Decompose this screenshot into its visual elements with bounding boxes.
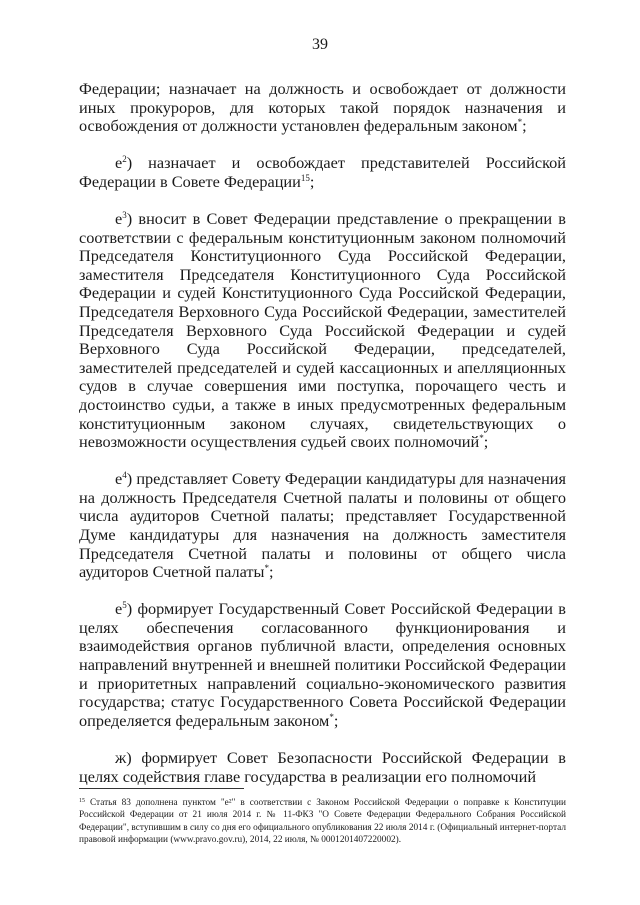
item-index: 4 [122, 470, 127, 481]
note-marker: * [264, 563, 269, 574]
page-number: 39 [312, 36, 328, 53]
paragraph-tail: ; [309, 171, 315, 191]
note-marker: * [479, 433, 484, 444]
paragraph-text: ) вносит в Совет Федерации представление о прекращении в соответствии с федеральным конституционным законом полномочий Председателя Конституционного Суда Российской Федерации, заместителя Председателя Конституционного Суда Российской Федерации и судей Конституционного Суда Российской Федерации, Председателя Верховного Суда Российской Федерации, заместителей Председателя Верховного Суда Российской Федерации и судей Верховного Суда Российской Федерации, председателей, заместителей председателей и судей кассационных и апелляционных судов в случае совершения ими поступка, порочащего честь и достоинство судьи, а также в иных предусмотренных федеральным конституционным законом случаях, свидетельствующих о невозможности осуществления судьей своих полномочий [79, 208, 566, 452]
paragraph-e5 [79, 600, 566, 730]
paragraph-text: ) формирует Государственный Совет Российской Федерации в целях обеспечения согласованного функционирования и взаимодействия органов публичной власти, определения основных направлений внутренней и внешней политики Российской Федерации и приоритетных направлений социально-экономического развития государства; статус Государственного Совета Российской Федерации определяется федеральным законом [79, 599, 566, 730]
paragraph-text: ) представляет Совету Федерации кандидатуры для назначения на должность Председателя Счетной палаты и половины от общего числа аудиторов Счетной палаты; представляет Государственной Думе кандидатуры для назначения на должность заместителя Председателя Счетной палаты и половины от общего числа аудиторов Счетной палаты [79, 469, 566, 582]
footnote-divider [79, 788, 244, 789]
paragraph-tail: ; [268, 562, 274, 582]
item-index: 3 [122, 209, 127, 220]
footnote-text: Статья 83 дополнена пунктом "е²" в соответствии с Законом Российской Федерации о поправке к Конституции Российской Федерации от 21 июля 2014 г. № 11-ФКЗ "О Совете Федерации Федерального Собрания Российской Федерации", вступившим в силу со дня его официального опубликования 22 июля 2014 г. (Официальный интернет-портал правовой информации (www.pravo.gov.ru), 2014, 22 июля, № 0001201407220002). [79, 798, 566, 846]
note-marker: * [329, 711, 334, 722]
document-body [79, 80, 566, 805]
item-index: 2 [122, 154, 127, 165]
item-index: 5 [122, 600, 127, 611]
paragraph-e4 [79, 470, 566, 582]
paragraph-tail: ; [483, 432, 489, 452]
paragraph-zh [79, 749, 566, 786]
paragraph-text: Федерации; назначает на должность и освобождает от должности иных прокуроров, для которых такой порядок назначения и освобождения от должности установлен федеральным законом [79, 79, 566, 136]
item-letter: е [115, 599, 123, 619]
footnote [79, 797, 566, 847]
item-letter: е [115, 469, 123, 489]
footnote-reference[interactable]: 15 [300, 172, 310, 183]
item-letter: е [115, 153, 123, 173]
paragraph-text: ж) формирует Совет Безопасности Российской Федерации в целях содействия главе государства в реализации его полномочий [79, 747, 566, 786]
paragraph-tail: ; [522, 116, 527, 136]
paragraph-text: ) назначает и освобождает представителей Российской Федерации в Совете Федерации [79, 153, 566, 191]
paragraph-continuation [79, 80, 566, 136]
paragraph-tail: ; [333, 710, 339, 730]
paragraph-e2 [79, 154, 566, 191]
footnote-number: 15 [79, 798, 85, 804]
item-letter: е [115, 208, 123, 228]
paragraph-e3 [79, 210, 566, 452]
note-marker: * [517, 117, 523, 128]
